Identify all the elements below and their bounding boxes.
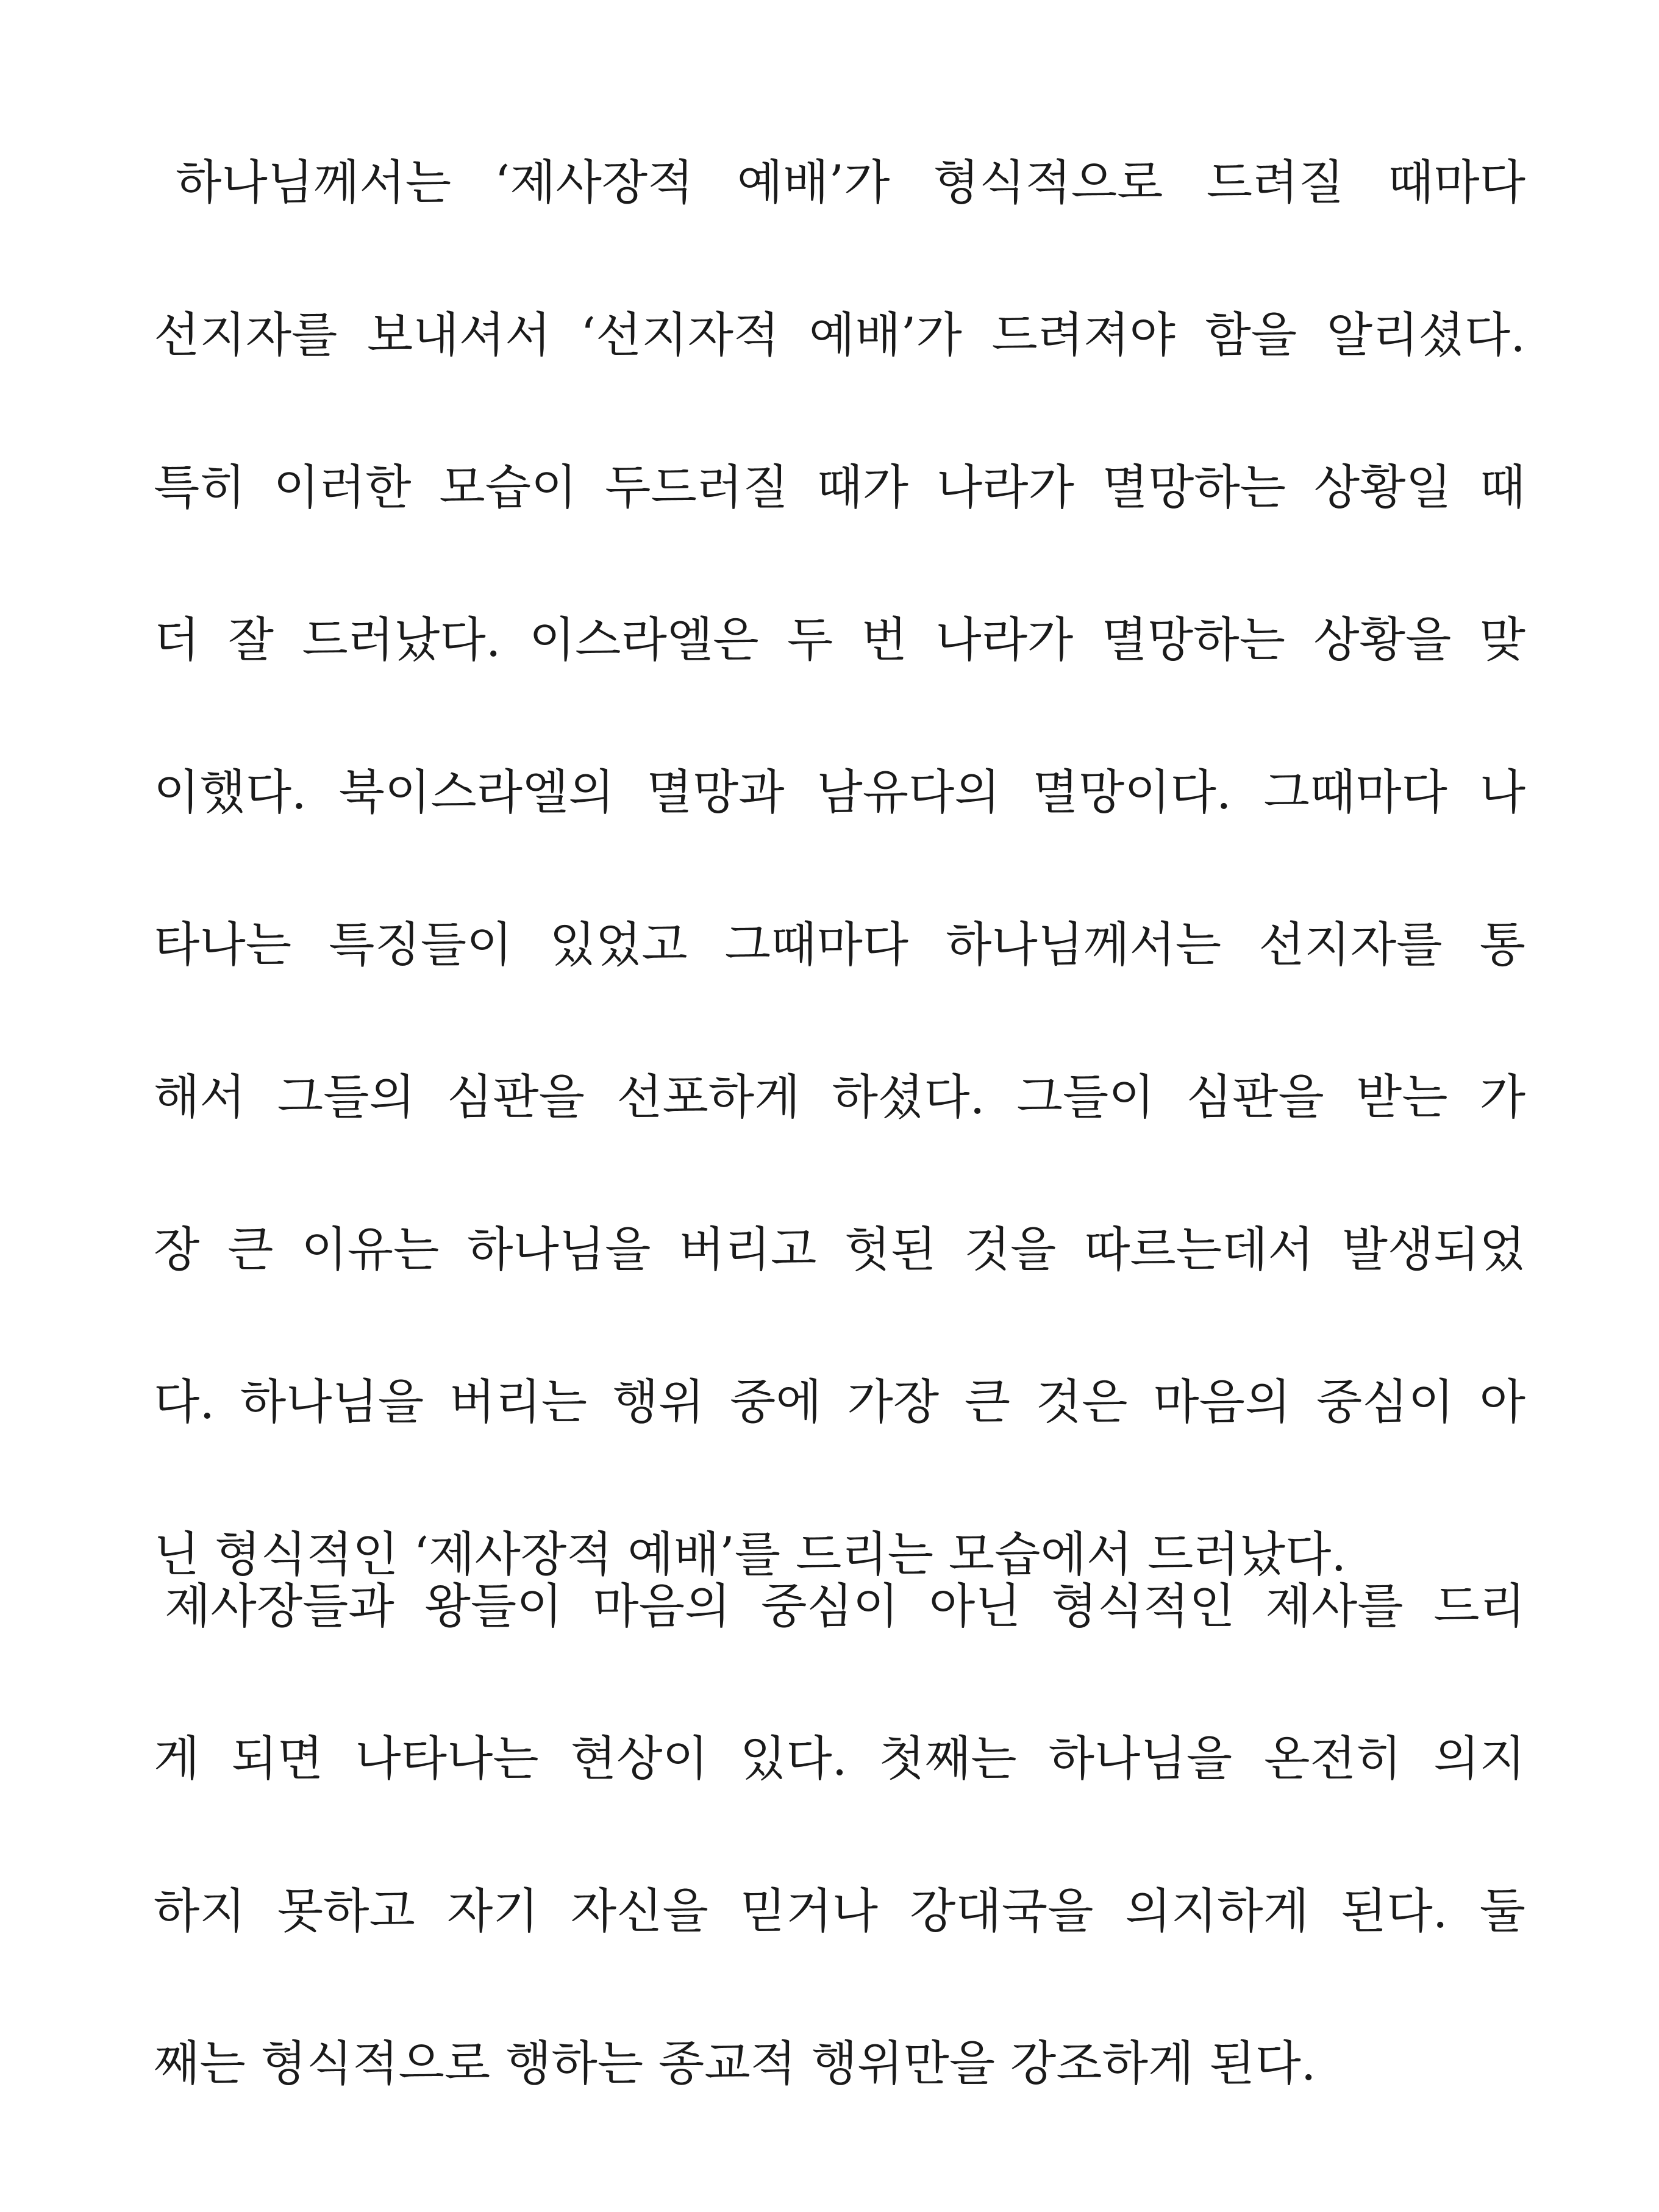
paragraph-2-line-4: 째는 형식적으로 행하는 종교적 행위만을 강조하게 된다. — [154, 2036, 1316, 2091]
paragraph-1-line-1: 하나님께서는 ‘제사장적 예배’가 형식적으로 드려질 때마다 — [176, 155, 1525, 210]
paragraph-1-line-4: 더 잘 드러났다. 이스라엘은 두 번 나라가 멸망하는 상황을 맞 — [154, 613, 1525, 668]
paragraph-1-line-8: 장 큰 이유는 하나님을 버리고 헛된 것을 따르는데서 발생되었 — [154, 1222, 1525, 1277]
paragraph-1-line-9: 다. 하나님을 버리는 행위 중에 가장 큰 것은 마음의 중심이 아 — [154, 1375, 1525, 1430]
paragraph-1-line-10: 닌 형식적인 ‘제사장적 예배’를 드리는 모습에서 드러났다. — [154, 1527, 1347, 1582]
paragraph-2-line-1: 제사장들과 왕들이 마음의 중심이 아닌 형식적인 제사를 드리 — [165, 1579, 1525, 1634]
paragraph-1-line-7: 해서 그들의 심판을 선포하게 하셨다. 그들이 심판을 받는 가 — [154, 1070, 1525, 1125]
paragraph-1-line-6: 타나는 특징들이 있었고 그때마다 하나님께서는 선지자를 통 — [154, 918, 1525, 972]
paragraph-1-line-3: 특히 이러한 모습이 두드러질 때가 나라가 멸망하는 상황일 때 — [154, 460, 1525, 515]
paragraph-1-line-2: 선지자를 보내셔서 ‘선지자적 예배’가 드려져야 함을 알리셨다. — [154, 308, 1525, 363]
paragraph-2-line-3: 하지 못하고 자기 자신을 믿거나 강대국을 의지하게 된다. 둘 — [154, 1884, 1525, 1939]
paragraph-1-line-5: 이했다. 북이스라엘의 멸망과 남유다의 멸망이다. 그때마다 나 — [154, 765, 1525, 820]
paragraph-2-line-2: 게 되면 나타나는 현상이 있다. 첫째는 하나님을 온전히 의지 — [154, 1732, 1525, 1786]
